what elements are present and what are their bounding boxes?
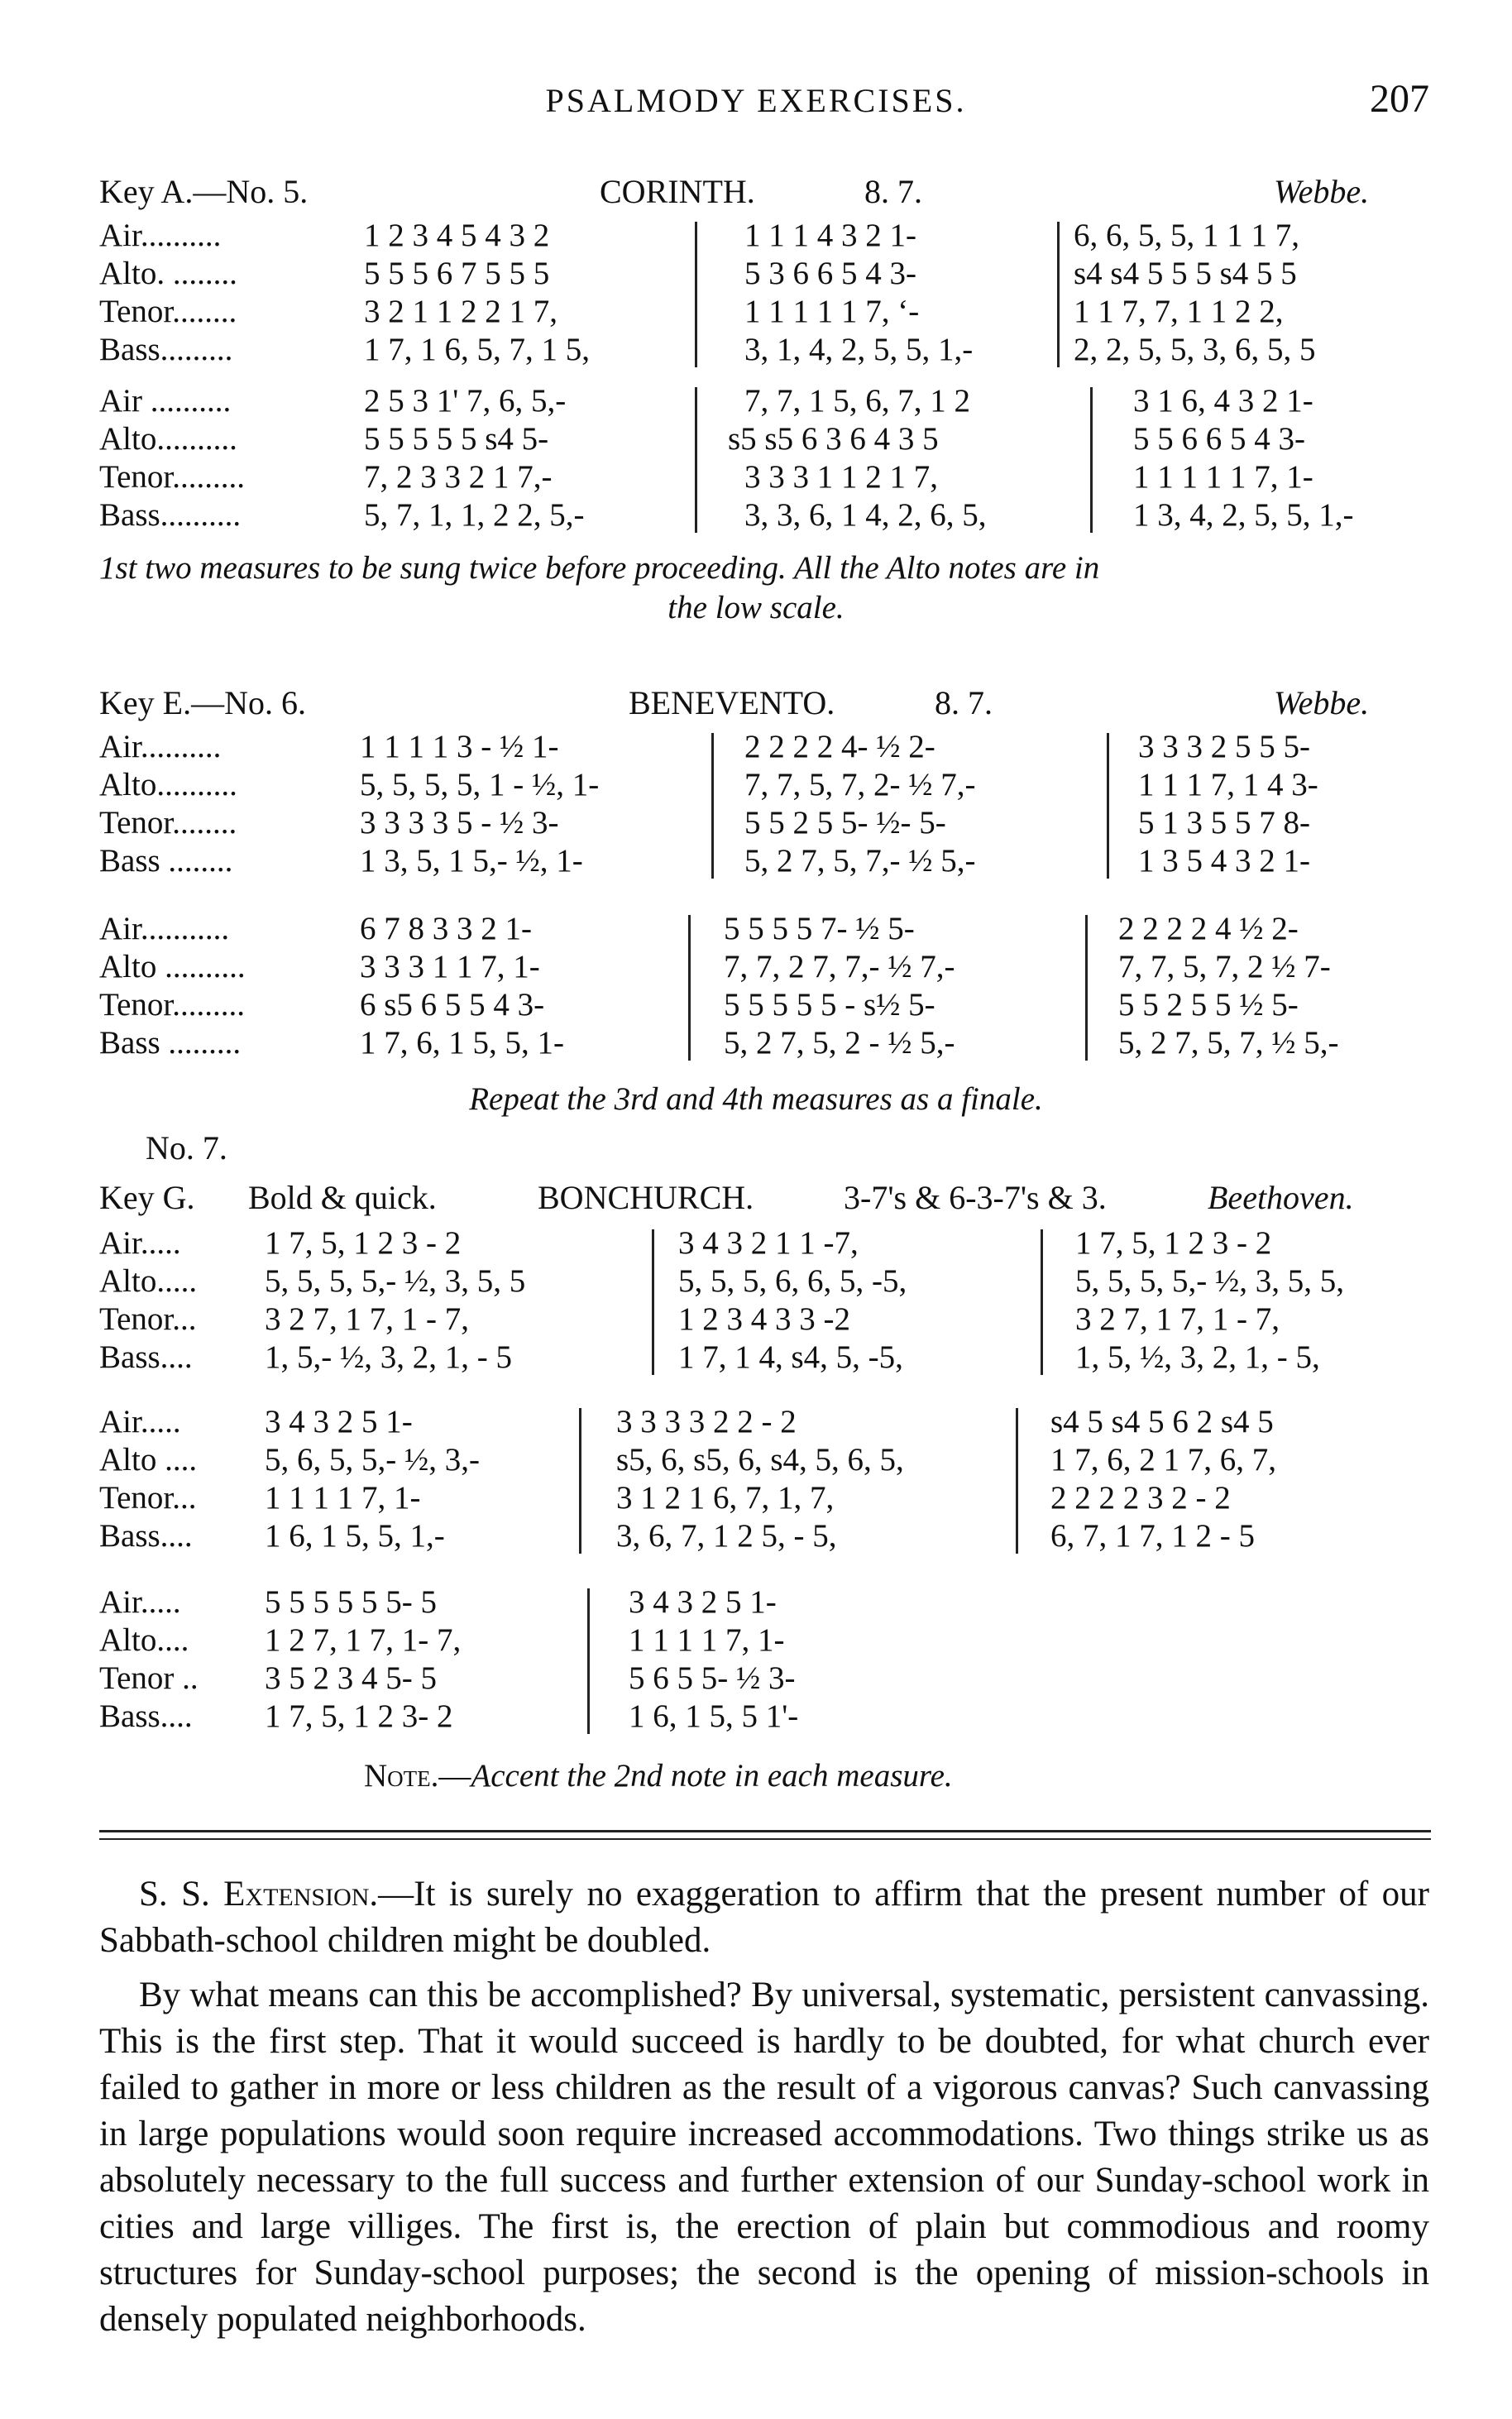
tune-key: Key E.—No. 6. [99,684,306,721]
notes: 1 1 1 1 7, 1- [629,1622,785,1658]
measure-bar [1041,1229,1043,1375]
measure-bar [711,733,714,879]
notes: 1 7, 5, 1 2 3 - 2 [1075,1225,1272,1261]
voice-label: Tenor .. [99,1660,199,1696]
notes: 2 2 2 2 4- ½ 2- [744,729,935,764]
notes: 5, 5, 5, 5, 1 - ½, 1- [360,767,600,802]
measure-bar [688,915,691,1061]
notes: 5 5 5 5 5 s4 5- [364,421,549,457]
notes: 1, 5,- ½, 3, 2, 1, - 5 [265,1339,512,1375]
tune-key: Key G. [99,1179,195,1216]
notes: 3 4 3 2 1 1 -7, [678,1225,859,1261]
notes: 1 7, 1 6, 5, 7, 1 5, [364,332,590,367]
notes: s5, 6, s5, 6, s4, 5, 6, 5, [616,1442,904,1478]
tune-composer: Webbe. [1274,173,1370,210]
voice-label: Tenor......... [99,987,245,1023]
article-text [99,1871,1429,2351]
notes: 7, 7, 1 5, 6, 7, 1 2 [744,383,970,419]
voice-label: Bass......... [99,332,233,367]
tune-name: BENEVENTO. [629,684,835,721]
notes: 3 2 1 1 2 2 1 7, [364,294,557,329]
voice-label: Air..... [99,1225,181,1261]
notes: 1 6, 1 5, 5 1'- [629,1698,799,1734]
notes: 1 1 1 7, 1 4 3- [1138,767,1318,802]
notes: 3, 3, 6, 1 4, 2, 6, 5, [744,497,987,533]
voice-label: Tenor... [99,1480,197,1516]
notes: 1 3 5 4 3 2 1- [1138,843,1310,879]
measure-bar [587,1588,590,1734]
notes: 2 2 2 2 3 2 - 2 [1050,1480,1231,1516]
voice-label: Bass.......... [99,497,242,533]
measure-bar [652,1229,654,1375]
notes: 5, 6, 5, 5,- ½, 3,- [265,1442,480,1478]
notes: 1 2 3 4 3 3 -2 [678,1301,850,1337]
voice-label: Bass ......... [99,1025,242,1061]
notes: 1 7, 5, 1 2 3 - 2 [265,1225,462,1261]
notes: 3 3 3 2 5 5 5- [1138,729,1310,764]
tune-note [364,1757,953,1794]
tune-name: CORINTH. [600,173,755,210]
voice-label: Tenor........ [99,294,237,329]
measure-bar [1107,733,1109,879]
notes: 1 1 1 1 3 - ½ 1- [360,729,559,764]
measure-bar [695,222,697,367]
notes: s5 s5 6 3 6 4 3 5 [728,421,939,457]
notes: 5, 5, 5, 5,- ½, 3, 5, 5, [1075,1263,1344,1299]
notes: 5 5 5 5 5 5- 5 [265,1584,437,1620]
notes: 1 3, 4, 2, 5, 5, 1,- [1133,497,1354,533]
tune-key: Key A.—No. 5. [99,173,309,210]
notes: 1 7, 1 4, s4, 5, -5, [678,1339,903,1375]
voice-label: Air.......... [99,729,222,764]
notes: 5 5 2 5 5 ½ 5- [1118,987,1299,1023]
article-heading: S. S. Extension. [139,1875,379,1914]
measure-bar [579,1408,581,1554]
notes: 1 1 1 1 7, 1- [265,1480,421,1516]
notes: 6, 7, 1 7, 1 2 - 5 [1050,1518,1255,1554]
notes: 1 2 7, 1 7, 1- 7, [265,1622,462,1658]
notes: 3 3 3 1 1 7, 1- [360,949,540,984]
tune-system [99,1583,1439,1741]
divider-rule [99,1830,1431,1832]
notes: 3 5 2 3 4 5- 5 [265,1660,437,1696]
notes: 3 3 3 1 1 2 1 7, [744,459,938,495]
notes: 5 5 6 6 5 4 3- [1133,421,1305,457]
voice-label: Air..... [99,1404,181,1439]
tune-meter: 3-7's & 6-3-7's & 3. [844,1179,1107,1216]
notes: 3 4 3 2 5 1- [629,1584,777,1620]
notes: 7, 7, 5, 7, 2- ½ 7,- [744,767,976,802]
notes: 5 6 5 5- ½ 3- [629,1660,796,1696]
notes: 1 7, 5, 1 2 3- 2 [265,1698,453,1734]
notes: 5, 2 7, 5, 2 - ½ 5,- [724,1025,955,1061]
measure-bar [1085,915,1088,1061]
notes: 5 5 5 5 7- ½ 5- [724,911,915,946]
notes: 1 1 7, 7, 1 1 2 2, [1074,294,1284,329]
voice-label: Tenor........ [99,805,237,841]
tune-composer: Beethoven. [1208,1179,1354,1216]
tune-system [99,217,1439,374]
notes: 1 1 1 4 3 2 1- [744,218,916,253]
notes: 6 s5 6 5 5 4 3- [360,987,545,1023]
notes: 3 1 2 1 6, 7, 1, 7, [616,1480,835,1516]
voice-label: Alto..... [99,1263,198,1299]
notes: 7, 7, 2 7, 7,- ½ 7,- [724,949,955,984]
tune-name: BONCHURCH. [538,1179,754,1216]
divider-rule [99,1838,1431,1840]
voice-label: Tenor... [99,1301,197,1337]
notes: 5, 2 7, 5, 7,- ½ 5,- [744,843,976,879]
notes: 5, 5, 5, 6, 6, 5, -5, [678,1263,907,1299]
notes: 2, 2, 5, 5, 3, 6, 5, 5 [1074,332,1316,367]
notes: 6, 6, 5, 5, 1 1 1 7, [1074,218,1299,253]
notes: 5 5 2 5 5- ½- 5- [744,805,946,841]
running-header: PSALMODY EXERCISES. [545,82,967,119]
voice-label: Bass.... [99,1698,193,1734]
measure-bar [1057,222,1060,367]
voice-label: Alto.......... [99,421,237,457]
tune-note: Repeat the 3rd and 4th measures as a finale. [469,1081,1043,1117]
note-text: Accent the 2nd note in each measure. [471,1758,953,1794]
tune-system [99,382,1439,539]
voice-label: Alto .......... [99,949,246,984]
voice-label: Alto.......... [99,767,237,802]
notes: 3 4 3 2 5 1- [265,1404,413,1439]
notes: 1 1 1 1 1 7, ‘- [744,294,920,329]
notes: 7, 7, 5, 7, 2 ½ 7- [1118,949,1331,984]
notes: 5 1 3 5 5 7 8- [1138,805,1310,841]
notes: 1 6, 1 5, 5, 1,- [265,1518,445,1554]
tune-system [99,728,1439,885]
notes: 1 2 3 4 5 4 3 2 [364,218,550,253]
notes: 5 5 5 5 5 - s½ 5- [724,987,935,1023]
tune-meter: 8. 7. [935,684,993,721]
voice-label: Bass.... [99,1339,193,1375]
notes: 1 1 1 1 1 7, 1- [1133,459,1313,495]
voice-label: Alto .... [99,1442,198,1478]
notes: s4 s4 5 5 5 s4 5 5 [1074,256,1297,291]
notes: 3 3 3 3 5 - ½ 3- [360,805,559,841]
notes: 2 2 2 2 4 ½ 2- [1118,911,1299,946]
tune-meter: 8. 7. [864,173,922,210]
notes: 5, 7, 1, 1, 2 2, 5,- [364,497,585,533]
tune-system [99,1224,1439,1382]
notes: 3 2 7, 1 7, 1 - 7, [265,1301,469,1337]
notes: 3, 1, 4, 2, 5, 5, 1,- [744,332,974,367]
notes: s4 5 s4 5 6 2 s4 5 [1050,1404,1274,1439]
notes: 5, 2 7, 5, 7, ½ 5,- [1118,1025,1339,1061]
voice-label: Bass.... [99,1518,193,1554]
notes: 1 3, 5, 1 5,- ½, 1- [360,843,583,879]
notes: 5 3 6 6 5 4 3- [744,256,916,291]
notes: 1 7, 6, 1 5, 5, 1- [360,1025,564,1061]
voice-label: Air.......... [99,218,222,253]
voice-label: Alto. ........ [99,256,237,291]
notes: 3 2 7, 1 7, 1 - 7, [1075,1301,1280,1337]
voice-label: Air........... [99,911,230,946]
tune-system [99,910,1439,1067]
notes: 3, 6, 7, 1 2 5, - 5, [616,1518,837,1554]
tune-tempo: Bold & quick. [248,1179,437,1216]
page-number: 207 [1370,77,1429,121]
measure-bar [695,387,697,533]
voice-label: Alto.... [99,1622,189,1658]
notes: 5 5 5 6 7 5 5 5 [364,256,550,291]
notes: 3 3 3 3 2 2 - 2 [616,1404,797,1439]
notes: 6 7 8 3 3 2 1- [360,911,532,946]
voice-label: Air..... [99,1584,181,1620]
notes: 5, 5, 5, 5,- ½, 3, 5, 5 [265,1263,526,1299]
tune-number: No. 7. [146,1129,227,1166]
notes: 2 5 3 1' 7, 6, 5,- [364,383,567,419]
notes: 1, 5, ½, 3, 2, 1, - 5, [1075,1339,1320,1375]
measure-bar [1090,387,1093,533]
tune-note: the low scale. [667,590,845,625]
tune-note: 1st two measures to be sung twice before proceeding. All the Alto notes are in [99,550,1100,586]
voice-label: Tenor......... [99,459,245,495]
notes: 3 1 6, 4 3 2 1- [1133,383,1313,419]
notes: 7, 2 3 3 2 1 7,- [364,459,553,495]
voice-label: Air .......... [99,383,232,419]
voice-label: Bass ........ [99,843,233,879]
tune-system [99,1403,1439,1560]
article-paragraph: By what means can this be accomplished? By universal, systematic, persistent canvassing. This is the first step. That it would succeed is hardly to be doubted, for what church ever failed to gather in more or less children as the result of a vigorous canvas? Such canvassing in large populations would soon require increased accommodations. Two things strike us as absolutely necessary to the full success and further extension of our Sunday-school work in cities and large villiges. The first is, the erection of plain but commodious and roomy structures for Sunday-school purposes; the second is the opening of mission-schools in densely populated neighborhoods. [99,1976,1429,2339]
tune-composer: Webbe. [1274,684,1370,721]
article-paragraph: S. S. Extension.—It is surely no exaggeration to affirm that the present number of our Sabbath-school children might be doubled. [99,1875,1429,1960]
note-label: Note.— [364,1758,471,1794]
measure-bar [1016,1408,1018,1554]
notes: 1 7, 6, 2 1 7, 6, 7, [1050,1442,1276,1478]
